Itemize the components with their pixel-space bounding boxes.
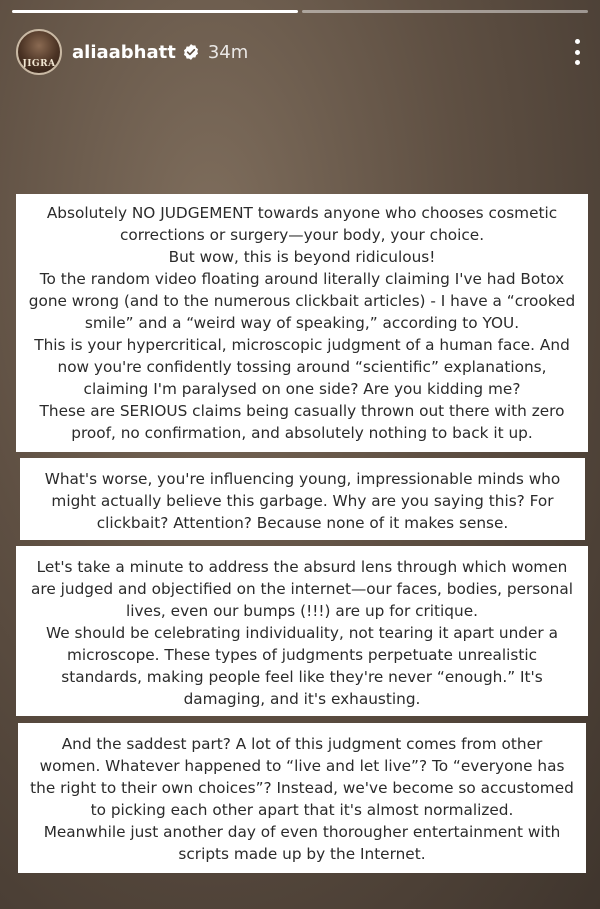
more-options-icon[interactable] bbox=[570, 39, 584, 65]
card-paragraph: Let's take a minute to address the absurd lens through which women are judged and objectified on the internet—our faces, bodies, personal lives, even our bumps (!!!) are up for critique. bbox=[31, 558, 573, 620]
story-progress-segment-1 bbox=[12, 10, 298, 13]
card-paragraph: Absolutely NO JUDGEMENT towards anyone who chooses cosmetic corrections or surgery—your body, your choice. bbox=[46, 204, 558, 244]
story-progress-bar bbox=[12, 10, 588, 13]
text-card-3 bbox=[16, 546, 588, 716]
card-paragraph: To the random video floating around literally claiming I've had Botox gone wrong (and to the numerous clickbait articles) - I have a “crooked smile” and a “weird way of speaking,” according to YOU. bbox=[28, 270, 576, 332]
card-paragraph: These are SERIOUS claims being casually thrown out there with zero proof, no confirmation, and absolutely nothing to back it up. bbox=[39, 402, 565, 442]
verified-badge-icon bbox=[182, 43, 200, 61]
text-card-1 bbox=[16, 194, 588, 452]
card-paragraph: This is your hypercritical, microscopic judgment of a human face. And now you're confidently tossing around “scientific” explanations, claiming I'm paralysed on one side? Are you kidding me? bbox=[34, 336, 570, 398]
story-header bbox=[16, 28, 584, 76]
avatar[interactable] bbox=[16, 29, 62, 75]
post-time: 34m bbox=[207, 41, 249, 63]
text-card-4 bbox=[18, 723, 586, 873]
card-paragraph: And the saddest part? A lot of this judgment comes from other women. Whatever happened to “live and let live”? To “everyone has the right to their own choices”? Instead, we've become so accustomed to picking each other apart that it's almost normalized. bbox=[30, 735, 574, 819]
text-card-2 bbox=[20, 458, 585, 540]
card-paragraph: But wow, this is beyond ridiculous! bbox=[168, 248, 436, 266]
story-progress-segment-2 bbox=[302, 10, 588, 13]
card-paragraph: What's worse, you're influencing young, impressionable minds who might actually believe this garbage. Why are you saying this? For clickbait? Attention? Because none of it makes sense. bbox=[44, 470, 561, 532]
card-paragraph: Meanwhile just another day of even thorougher entertainment with scripts made up by the Internet. bbox=[43, 823, 561, 863]
username[interactable]: aliaabhatt bbox=[72, 41, 176, 63]
card-paragraph: We should be celebrating individuality, not tearing it apart under a microscope. These types of judgments perpetuate unrealistic standards, making people feel like they're never “enough.” It's damaging, and it's exhausting. bbox=[46, 624, 558, 708]
avatar-logo: JIGRA bbox=[22, 59, 56, 69]
